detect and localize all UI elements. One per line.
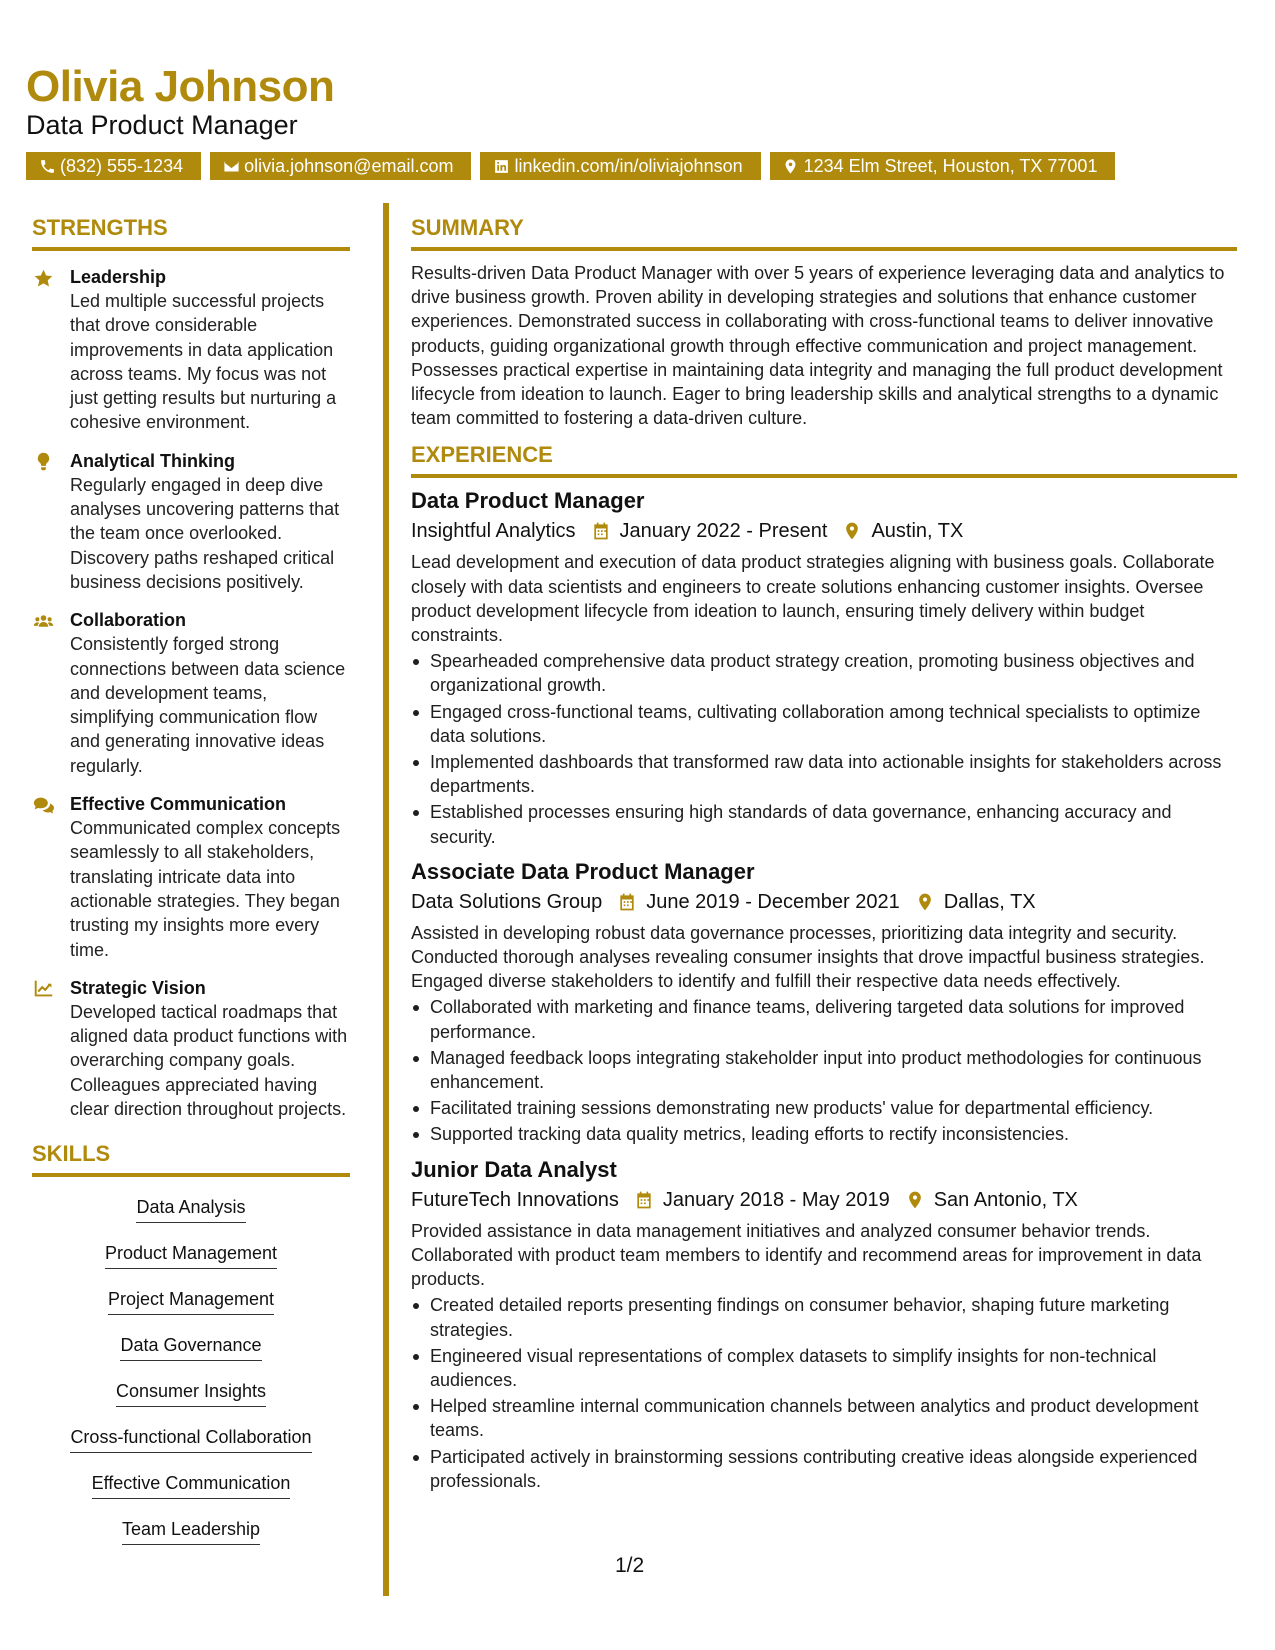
list-item: Implemented dashboards that transformed raw data into actionable insights for stakeholders across departments. [411, 750, 1237, 798]
job-location: San Antonio, TX [933, 1188, 1078, 1211]
list-item: Engineered visual representations of complex datasets to simplify insights for non-technical audiences. [411, 1344, 1237, 1392]
list-item: Established processes ensuring high standards of data governance, enhancing accuracy and security. [411, 800, 1237, 848]
left-column [32, 215, 350, 1555]
phone-icon [38, 157, 56, 175]
skill-item: Consumer Insights [116, 1371, 266, 1407]
right-column [411, 215, 1237, 1495]
column-divider [383, 203, 389, 1596]
job-meta [411, 516, 1237, 546]
chart-line-icon [32, 978, 54, 1000]
strength-desc: Led multiple successful projects that drove considerable improvements in data application across teams. My focus was not just getting results but nurturing a cohesive environment. [70, 291, 337, 433]
contact-email[interactable] [210, 152, 471, 180]
star-icon [32, 267, 54, 289]
contact-email-text: olivia.johnson@email.com [244, 155, 454, 176]
candidate-name: Olivia Johnson [26, 62, 335, 111]
contact-linkedin-text: linkedin.com/in/oliviajohnson [514, 155, 743, 176]
job-dates: June 2019 - December 2021 [646, 890, 900, 913]
job-title: Associate Data Product Manager [411, 858, 755, 884]
lightbulb-icon [32, 451, 54, 473]
strength-desc: Regularly engaged in deep dive analyses uncovering patterns that the team once overlooked. Discovery paths reshaped critical business decisions positively. [70, 474, 340, 592]
job-title: Junior Data Analyst [411, 1156, 617, 1182]
job-title: Data Product Manager [411, 488, 645, 514]
envelope-icon [222, 157, 240, 175]
calendar-icon [616, 891, 638, 913]
linkedin-icon [492, 157, 510, 175]
skill-item: Product Management [105, 1233, 277, 1269]
job-entry [411, 486, 1237, 848]
strength-title: Effective Communication [70, 794, 287, 815]
list-item: Engaged cross-functional teams, cultivating collaboration among technical specialists to optimize data solutions. [411, 700, 1237, 748]
strength-item [32, 608, 350, 778]
skill-item: Data Governance [120, 1325, 261, 1361]
job-bullets [411, 1293, 1237, 1493]
calendar-icon [590, 520, 612, 542]
map-pin-icon [782, 157, 800, 175]
skill-item: Cross-functional Collaboration [70, 1417, 311, 1453]
job-description: Assisted in developing robust data governance processes, prioritizing data integrity and security. Conducted thorough analyses revealing consumer insights that drove impactful business strategies. Engaged diverse stakeholders to identify and fulfill their respective data needs effectively. [411, 922, 1205, 992]
summary-text: Results-driven Data Product Manager with over 5 years of experience leveraging data and analytics to drive business growth. Proven ability in developing strategies and solutions that enhance customer experiences. Demonstrated success in collaborating with cross-functional teams to deliver innovative products, guiding organizational growth through effective communication and project management. Possesses practical expertise in maintaining data integrity and managing the full product development lifecycle from ideation to launch. Eager to bring leadership skills and analytical strengths to a dynamic team committed to fostering a data-driven culture. [411, 263, 1225, 429]
users-icon [32, 610, 54, 632]
strength-item [32, 976, 350, 1121]
job-dates: January 2018 - May 2019 [662, 1188, 890, 1211]
strengths-heading: STRENGTHS [32, 215, 350, 251]
job-entry [411, 857, 1237, 1147]
strength-item [32, 449, 350, 594]
strength-title: Collaboration [70, 610, 186, 631]
comments-icon [32, 794, 54, 816]
experience-heading: EXPERIENCE [411, 442, 1237, 478]
strength-item [32, 265, 350, 435]
calendar-icon [633, 1189, 655, 1211]
job-bullets [411, 995, 1237, 1146]
job-company: Data Solutions Group [411, 890, 603, 913]
job-bullets [411, 649, 1237, 849]
skill-item: Project Management [108, 1279, 274, 1315]
list-item: Collaborated with marketing and finance teams, delivering targeted data solutions for improved performance. [411, 995, 1237, 1043]
contact-address-text: 1234 Elm Street, Houston, TX 77001 [803, 155, 1098, 176]
contact-phone[interactable] [26, 152, 201, 180]
strength-title: Leadership [70, 267, 167, 287]
contact-linkedin[interactable] [480, 152, 760, 180]
job-meta [411, 887, 1237, 917]
summary-heading: SUMMARY [411, 215, 1237, 251]
strength-item [32, 792, 350, 962]
job-description: Lead development and execution of data product strategies aligning with business goals. Collaborate closely with data scientists and engineers to create solutions enhancing customer insights. Oversee product development lifecycle from ideation to launch, ensuring timely delivery within budget constraints. [411, 552, 1215, 646]
contact-address[interactable] [770, 152, 1116, 180]
strength-desc: Developed tactical roadmaps that aligned data product functions with overarching company goals. Colleagues appreciated having clear direction throughout projects. [70, 1001, 348, 1120]
map-pin-icon [841, 520, 863, 542]
list-item: Spearheaded comprehensive data product strategy creation, promoting business objectives and organizational growth. [411, 649, 1237, 697]
list-item: Helped streamline internal communication channels between analytics and product development teams. [411, 1394, 1237, 1442]
contact-phone-text: (832) 555-1234 [60, 155, 184, 176]
strength-desc: Consistently forged strong connections between data science and development teams, simplifying communication flow and generating innovative ideas regularly. [70, 634, 346, 776]
map-pin-icon [904, 1189, 926, 1211]
job-company: FutureTech Innovations [411, 1188, 619, 1211]
page-number: 1/2 [615, 1554, 645, 1577]
skill-item: Data Analysis [136, 1187, 245, 1223]
job-entry [411, 1155, 1237, 1493]
skill-item: Team Leadership [122, 1509, 260, 1545]
strength-title: Strategic Vision [70, 977, 206, 998]
map-pin-icon [914, 891, 936, 913]
contact-bar [26, 152, 1115, 180]
list-item: Participated actively in brainstorming sessions contributing creative ideas alongside experienced professionals. [411, 1445, 1237, 1493]
job-location: Austin, TX [871, 520, 964, 543]
job-location: Dallas, TX [943, 890, 1036, 913]
skill-item: Effective Communication [92, 1463, 291, 1499]
skills-list [32, 1187, 350, 1555]
skills-heading: SKILLS [32, 1141, 350, 1177]
strength-desc: Communicated complex concepts seamlessly to all stakeholders, translating intricate data into actionable strategies. They began trusting my insights more every time. [70, 818, 341, 960]
list-item: Supported tracking data quality metrics, leading efforts to rectify inconsistencies. [411, 1122, 1237, 1146]
job-description: Provided assistance in data management initiatives and analyzed consumer behavior trends. Collaborated with product team members to identify and recommend areas for improvement in data products. [411, 1220, 1202, 1290]
list-item: Managed feedback loops integrating stakeholder input into product methodologies for continuous enhancement. [411, 1046, 1237, 1094]
job-meta [411, 1185, 1237, 1215]
strength-title: Analytical Thinking [70, 450, 236, 471]
job-company: Insightful Analytics [411, 520, 576, 543]
candidate-title: Data Product Manager [26, 110, 298, 140]
list-item: Created detailed reports presenting findings on consumer behavior, shaping future marketing strategies. [411, 1293, 1237, 1341]
job-dates: January 2022 - Present [619, 520, 828, 543]
list-item: Facilitated training sessions demonstrating new products' value for departmental efficiency. [411, 1096, 1237, 1120]
